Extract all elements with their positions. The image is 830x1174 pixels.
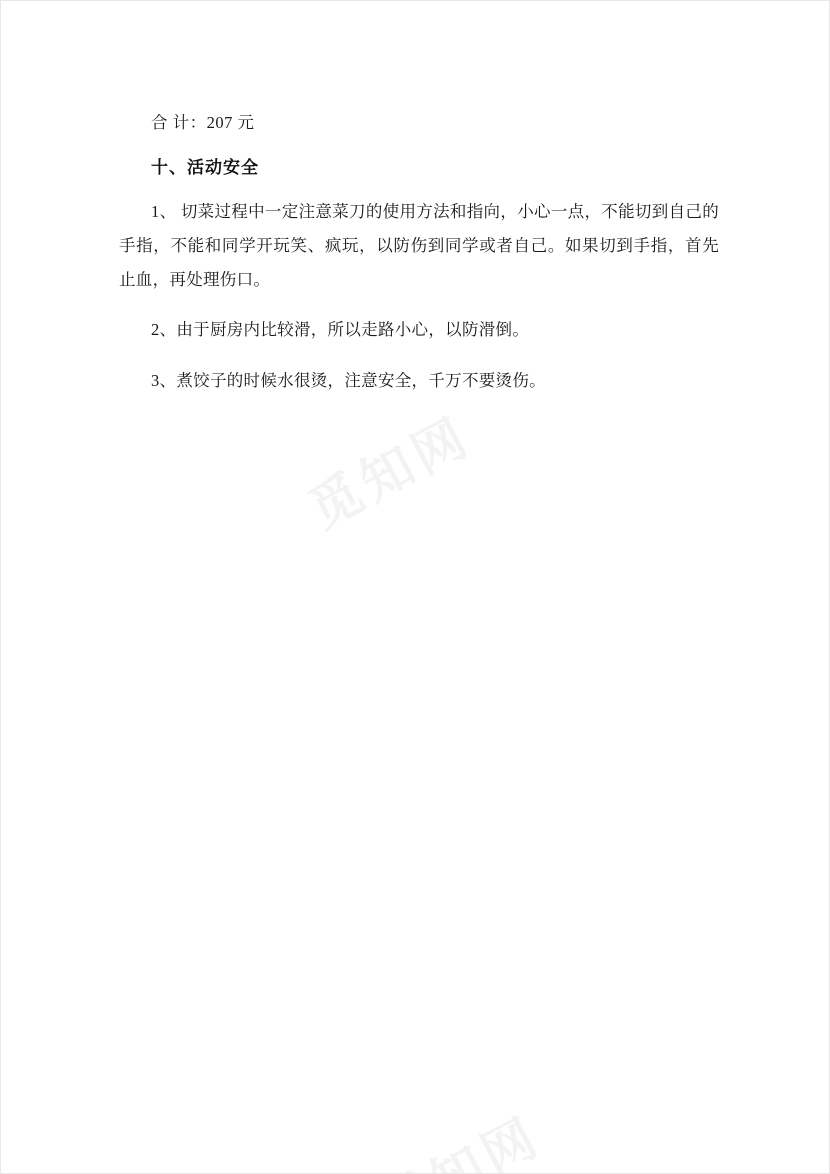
section-heading-activity-safety: 十、活动安全 — [151, 158, 259, 177]
safety-item-2: 2、由于厨房内比较滑，所以走路小心，以防滑倒。 — [151, 320, 530, 340]
watermark-top — [294, 395, 483, 543]
total-amount-line: 合 计：207 元 — [151, 113, 255, 132]
document-body — [119, 1, 719, 398]
watermark-bottom — [364, 1095, 553, 1174]
safety-item-1: 1、 切菜过程中一定注意菜刀的使用方法和指向，小心一点，不能切到自己的手指，不能和同学开玩笑、疯玩，以防伤到同学或者自己。如果切到手指，首先止血，再处理伤口。 — [119, 202, 719, 289]
safety-item-3: 3、煮饺子的时候水很烫，注意安全，千万不要烫伤。 — [151, 371, 546, 391]
